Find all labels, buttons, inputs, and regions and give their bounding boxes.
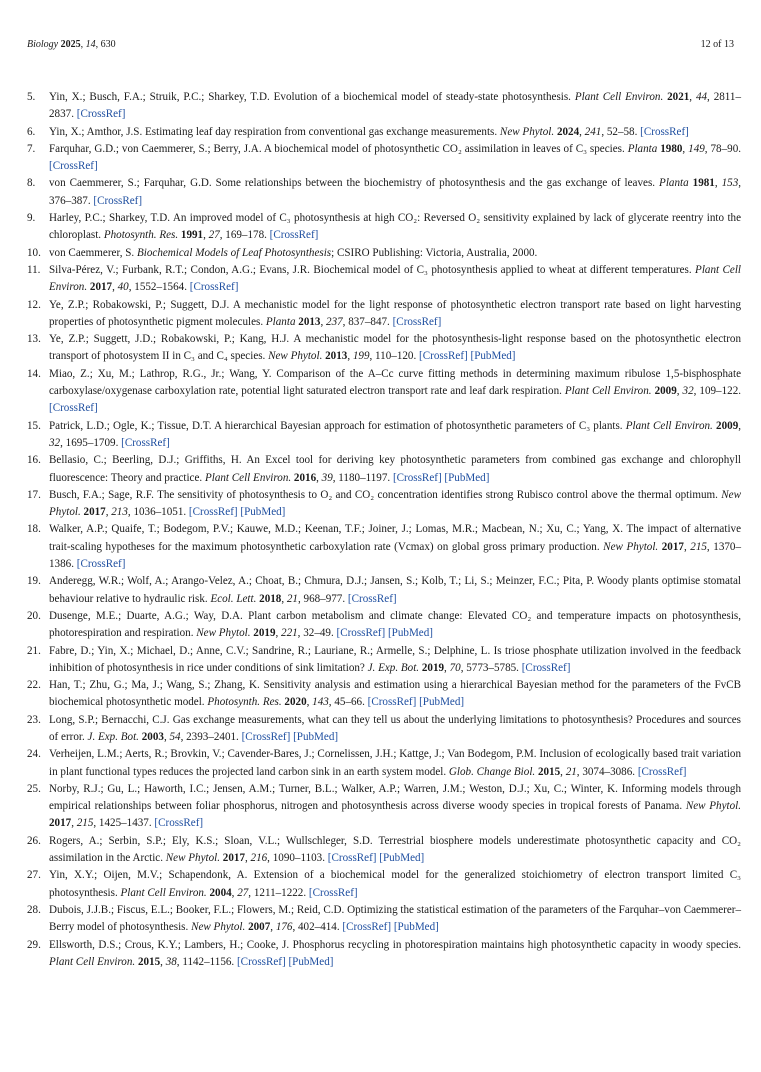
reference-item [27, 452, 741, 487]
pages: 3074–3086. [582, 765, 636, 778]
publication-year: 2017 [222, 852, 245, 865]
reference-item [27, 262, 741, 297]
volume: 32 [682, 385, 694, 398]
reference-text: Yin, X.; Busch, F.A.; Struik, P.C.; Sharkey, T.D. Evolution of a biochemical model of steady-state photosynthesis. [49, 91, 571, 103]
publication-year: 2009 [654, 385, 677, 398]
publication-year: 2017 [83, 506, 106, 519]
reference-body: Norby, R.J.; Gu, L.; Haworth, I.C.; Jensen, A.M.; Turner, B.L.; Walker, A.P.; Warren, J.M.; Weston, D.J.; Xu, C.; Winter, K. Informing models through empirical relationships between foliar phosphorus, nitrogen and photosynthesis across diverse woody species in tropical forests of Panama. New Phytol. 2017, 215, 1425–1437. [CrossRef] [49, 782, 741, 830]
reference-text: Han, T.; Zhu, G.; Ma, J.; Wang, S.; Zhang, K. Sensitivity analysis and estimation using a hierarchical Bayesian method for the parameters of the FvCB biochemical photosynthetic model. [49, 679, 741, 709]
volume: 199 [352, 350, 370, 363]
reference-text: von Caemmerer, S.; Farquhar, G.D. Some relationships between the biochemistry of photosynthesis and the gas exchange of leaves. [49, 177, 656, 190]
reference-body: Yin, X.; Amthor, J.S. Estimating leaf day respiration from conventional gas exchange measurements. New Phytol. 2024, 241, 52–58. [CrossRef] [49, 125, 689, 138]
crossref-link[interactable]: [CrossRef] [347, 592, 397, 605]
volume: 215 [690, 540, 707, 553]
reference-number: 9. [27, 212, 36, 225]
pubmed-link[interactable]: [PubMed] [293, 730, 339, 743]
reference-text: Bellasio, C.; Beerling, D.J.; Griffiths, H. An Excel tool for deriving key photosynthetic parameters from combined gas exchange and chlorophyll fluorescence: Theory and practice. [49, 454, 741, 484]
pubmed-link[interactable]: [PubMed] [387, 627, 433, 640]
journal-title: New Phytol. [268, 350, 323, 363]
reference-number: 15. [27, 419, 41, 432]
reference-body: Dubois, J.J.B.; Fiscus, E.L.; Booker, F.L.; Flowers, M.; Reid, C.D. Optimizing the statistical estimation of the parameters of the Farquhar–von Caemmerer–Berry model of photosynthesis. New Phytol. 2007, 176, 402–414. [CrossRef] [PubMed] [49, 903, 741, 934]
publication-year: 2019 [253, 627, 276, 640]
publication-year: 2021 [667, 91, 690, 103]
pages: 2393–2401. [186, 730, 239, 743]
journal-title: New Phytol. [191, 921, 246, 934]
reference-body: Rogers, A.; Serbin, S.P.; Ely, K.S.; Sloan, V.L.; Wullschleger, S.D. Terrestrial biosphere models underestimate photosynthetic capacity and CO₂ assimilation in the Arctic. New Phytol. 2017, 216, 1090–1103. [CrossRef] [PubMed] [49, 834, 741, 865]
journal-title: New Phytol. [49, 488, 741, 519]
crossref-link[interactable]: [CrossRef] [49, 402, 98, 415]
journal-title: Photosynth. Res. [207, 696, 282, 709]
reference-number: 16. [27, 454, 41, 467]
pages: 837–847. [348, 315, 390, 328]
publication-year: 1980 [660, 142, 683, 155]
reference-item [27, 521, 741, 573]
reference-item [27, 937, 741, 972]
crossref-link[interactable]: [CrossRef] [49, 160, 98, 173]
crossref-link[interactable]: [CrossRef] [188, 506, 238, 519]
reference-item [27, 573, 741, 608]
publication-year: 2013 [325, 350, 348, 363]
reference-body: von Caemmerer, S.; Farquhar, G.D. Some relationships between the biochemistry of photosynthesis and the gas exchange of leaves. Planta 1981, 153, 376–387. [CrossRef] [49, 177, 742, 207]
journal-year: 2025 [60, 38, 81, 50]
reference-body: Anderegg, W.R.; Wolf, A.; Arango-Velez, A.; Choat, B.; Chmura, D.J.; Jansen, S.; Kolb, T.; Li, S.; Meinzer, F.C.; Pita, P. Woody plants optimise stomatal behaviour relative to hydraulic risk. Ecol. Lett. 2018, 21, 968–977. [CrossRef] [49, 575, 741, 605]
reference-body: Silva-Pérez, V.; Furbank, R.T.; Condon, A.G.; Evans, J.R. Biochemical model of C₃ photosynthesis applied to wheat at different temperatures. Plant Cell Environ. 2017, 40, 1552–1564. [CrossRef] [49, 263, 741, 294]
reference-item [27, 487, 741, 522]
pubmed-link[interactable]: [PubMed] [288, 955, 334, 968]
reference-text: Dubois, J.J.B.; Fiscus, E.L.; Booker, F.L.; Flowers, M.; Reid, C.D. Optimizing the statistical estimation of the parameters of the Farquhar–von Caemmerer–Berry model of photosynthesis. [49, 903, 741, 934]
journal-title: Plant Cell Environ. [49, 955, 136, 968]
pubmed-link[interactable]: [PubMed] [470, 350, 516, 363]
crossref-link[interactable]: [CrossRef] [367, 696, 417, 709]
pubmed-link[interactable]: [PubMed] [379, 852, 425, 865]
journal-title: New Phytol. [603, 540, 659, 553]
reference-text: Yin, X.Y.; Oijen, M.V.; Schapendonk, A. Extension of a biochemical model for the generalized stoichiometry of electron transport limited C₃ photosynthesis. [49, 869, 741, 899]
journal-title: Plant Cell Environ. [564, 385, 652, 398]
reference-item [27, 418, 741, 453]
reference-text: Farquhar, G.D.; von Caemmerer, S.; Berry, J.A. A biochemical model of photosynthetic CO₂ assimilation in leaves of C₃ species. [49, 142, 625, 155]
pages: 1090–1103. [272, 852, 326, 865]
reference-body: Ye, Z.P.; Robakowski, P.; Suggett, D.J. A mechanistic model for the light response of photosynthetic electron transport rate based on light harvesting properties of photosynthetic pigment molecules. Planta 2013, 237, 837–847. [CrossRef] [49, 298, 741, 328]
volume: 153 [721, 177, 739, 190]
reference-number: 25. [27, 782, 41, 795]
reference-text: Yin, X.; Amthor, J.S. Estimating leaf day respiration from conventional gas exchange measurements. [49, 125, 498, 138]
volume: 40 [117, 281, 129, 294]
reference-body: Verheijen, L.M.; Aerts, R.; Brovkin, V.; Cavender-Bares, J.; Cornelissen, J.H.; Kattge, J.; Van Bodegom, P.M. Inclusion of ecologically based trait variation in plant functional types reduces the projected land carbon sink in an earth system model. Glob. Change Biol. 2015, 21, 3074–3086. [CrossRef] [49, 748, 741, 778]
volume: 27 [208, 229, 220, 242]
reference-text: Verheijen, L.M.; Aerts, R.; Brovkin, V.; Cavender-Bares, J.; Cornelissen, J.H.; Kattge, J.; Van Bodegom, P.M. Inclusion of ecologically based trait variation in plant functional types reduces the projected land carbon sink in an earth system model. [49, 748, 741, 778]
pages: 376–387. [49, 194, 91, 207]
journal-title: Planta [265, 315, 296, 328]
reference-text: Fabre, D.; Yin, X.; Michael, D.; Anne, C.V.; Sandrine, R.; Lauriane, R.; Armelle, S.; Delphine, L. Is triose phosphate utilization involved in the feedback inhibition of photosynthesis in rice under conditions of sink limitation? [49, 644, 741, 674]
publisher-info: ; CSIRO Publishing: Victoria, Australia, 2000. [331, 246, 538, 259]
journal-title: Photosynth. Res. [103, 229, 179, 242]
reference-body: Dusenge, M.E.; Duarte, A.G.; Way, D.A. Plant carbon metabolism and climate change: Elevated CO₂ and temperature impacts on photosynthesis, photorespiration and respiration. New Phytol. 2019, 221, 32–49. [CrossRef] [PubMed] [49, 609, 741, 640]
pages: 2811–2837. [49, 91, 742, 121]
volume: 221 [281, 627, 298, 640]
crossref-link[interactable]: [CrossRef] [637, 765, 687, 778]
pages: 1180–1197. [338, 471, 391, 484]
crossref-link[interactable]: [CrossRef] [392, 471, 442, 484]
journal-title: New Phytol. [165, 852, 221, 865]
pages: 78–90. [710, 142, 742, 155]
volume: 38 [165, 955, 177, 968]
reference-number: 21. [27, 644, 41, 657]
publication-year: 2017 [49, 817, 72, 830]
publication-year: 1991 [180, 229, 204, 242]
crossref-link[interactable]: [CrossRef] [392, 315, 442, 328]
crossref-link[interactable]: [CrossRef] [76, 108, 126, 121]
reference-text: Dusenge, M.E.; Duarte, A.G.; Way, D.A. Plant carbon metabolism and climate change: Elevated CO₂ and temperature impacts on photosynthesis, photorespiration and respiration. [49, 609, 741, 640]
publication-year: 2009 [716, 419, 739, 432]
pages: 1211–1222. [253, 886, 307, 899]
crossref-link[interactable]: [CrossRef] [521, 661, 571, 674]
pubmed-link[interactable]: [PubMed] [419, 696, 465, 709]
volume: 54 [169, 730, 181, 743]
reference-number: 28. [27, 903, 41, 916]
volume: 143 [312, 696, 329, 709]
reference-item [27, 677, 741, 712]
publication-year: 2020 [284, 696, 307, 709]
reference-number: 11. [27, 263, 41, 276]
reference-body: Yin, X.Y.; Oijen, M.V.; Schapendonk, A. Extension of a biochemical model for the generalized stoichiometry of electron transport limited C₃ photosynthesis. Plant Cell Environ. 2004, 27, 1211–1222. [CrossRef] [49, 869, 741, 899]
reference-number: 23. [27, 713, 41, 726]
pages: 32–49. [303, 627, 334, 640]
reference-item [27, 781, 741, 833]
reference-text: Norby, R.J.; Gu, L.; Haworth, I.C.; Jensen, A.M.; Turner, B.L.; Walker, A.P.; Warren, J.M.; Weston, D.J.; Xu, C.; Winter, K. Informing models through empirical relationships between foliar phosphorus, nitrogen and photosynthesis across diverse woody species in tropical forests of Panama. [49, 782, 741, 813]
pages: 5773–5785. [466, 661, 519, 674]
reference-number: 18. [27, 523, 41, 536]
reference-number: 10. [27, 246, 41, 259]
reference-item [27, 366, 741, 418]
pubmed-link[interactable]: [PubMed] [240, 506, 286, 519]
journal-citation: Biology 2025, 14, 630 [27, 38, 116, 50]
reference-item [27, 245, 741, 262]
publication-year: 2019 [421, 661, 445, 674]
article-number: 630 [100, 38, 116, 50]
journal-title: Planta [627, 142, 658, 155]
reference-number: 29. [27, 938, 41, 951]
crossref-link[interactable]: [CrossRef] [236, 955, 286, 968]
reference-text: Busch, F.A.; Sage, R.F. The sensitivity of photosynthesis to O₂ and CO₂ concentration identifies strong Rubisco control above the thermal optimum. [49, 488, 718, 501]
publication-year: 2013 [298, 315, 321, 328]
publication-year: 2024 [556, 125, 580, 138]
journal-title: Glob. Change Biol. [448, 765, 536, 778]
journal-title: Plant Cell Environ. [204, 471, 292, 484]
crossref-link[interactable]: [CrossRef] [327, 852, 377, 865]
reference-number: 26. [27, 834, 41, 847]
crossref-link[interactable]: [CrossRef] [154, 817, 204, 830]
journal-title: Plant Cell Environ. [49, 263, 741, 294]
pubmed-link[interactable]: [PubMed] [444, 471, 490, 484]
reference-item [27, 833, 741, 868]
pages: 1425–1437. [98, 817, 152, 830]
reference-number: 13. [27, 333, 41, 346]
reference-item [27, 124, 741, 141]
journal-title: J. Exp. Bot. [87, 730, 139, 743]
reference-text: Ye, Z.P.; Suggett, J.D.; Robakowski, P.; Kang, H.J. A mechanistic model for the photosynthesis-light response based on the photosynthetic electron transport of photosystem II in C₃ and C₄ species. [49, 333, 741, 363]
reference-number: 12. [27, 298, 41, 311]
reference-number: 7. [27, 142, 36, 155]
volume: 149 [688, 142, 705, 155]
reference-text: Ellsworth, D.S.; Crous, K.Y.; Lambers, H.; Cooke, J. Phosphorus recycling in photorespiration maintains high photosynthetic capacity in woody species. [49, 938, 741, 951]
reference-text: von Caemmerer, S. [49, 246, 135, 259]
reference-text: Harley, P.C.; Sharkey, T.D. An improved model of C₃ photosynthesis at high CO₂: Reversed O₂ sensitivity explained by lack of glycerate reentry into the chloroplast. [49, 212, 741, 242]
reference-number: 8. [27, 177, 36, 190]
page-number: 12 of 13 [700, 38, 734, 50]
volume: 176 [275, 921, 293, 934]
reference-item [27, 141, 741, 176]
reference-item [27, 297, 741, 332]
volume: 32 [49, 436, 61, 449]
reference-item [27, 89, 741, 124]
reference-body: Miao, Z.; Xu, M.; Lathrop, R.G., Jr.; Wang, Y. Comparison of the A–Cc curve fitting methods in determining maximum ribulose 1,5-bisphosphate carboxylase/oxygenase carboxylation rate, potential light saturated electron transport rate and leaf dark respiration. Plant Cell Environ. 2009, 32, 109–122. [CrossRef] [49, 367, 742, 415]
journal-volume: 14 [85, 38, 96, 50]
journal-title: J. Exp. Bot. [367, 661, 420, 674]
crossref-link[interactable]: [CrossRef] [308, 886, 358, 899]
reference-text: Long, S.P.; Bernacchi, C.J. Gas exchange measurements, what can they tell us about the underlying limitations to photosynthesis? Procedures and sources of error. [49, 713, 741, 743]
reference-text: Rogers, A.; Serbin, S.P.; Ely, K.S.; Sloan, V.L.; Wullschleger, S.D. Terrestrial biosphere models underestimate photosynthetic capacity and CO₂ assimilation in the Arctic. [49, 834, 741, 865]
volume: 39 [321, 471, 333, 484]
page-header [27, 37, 734, 51]
reference-list [27, 89, 741, 971]
pages: 1370–1386. [49, 540, 741, 571]
reference-number: 17. [27, 488, 41, 501]
volume: 21 [565, 765, 577, 778]
publication-year: 2016 [293, 471, 317, 484]
reference-body: Yin, X.; Busch, F.A.; Struik, P.C.; Sharkey, T.D. Evolution of a biochemical model of steady-state photosynthesis. Plant Cell Environ. 2021, 44, 2811–2837. [CrossRef] [49, 91, 742, 121]
reference-item [27, 175, 741, 210]
reference-body: Long, S.P.; Bernacchi, C.J. Gas exchange measurements, what can they tell us about the underlying limitations to photosynthesis? Procedures and sources of error. J. Exp. Bot. 2003, 54, 2393–2401. [CrossRef] [PubMed] [49, 713, 741, 743]
reference-text: Patrick, L.D.; Ogle, K.; Tissue, D.T. A hierarchical Bayesian approach for estimation of photosynthetic parameters of C₃ plants. [49, 419, 623, 432]
pages: 1695–1709. [65, 436, 119, 449]
crossref-link[interactable]: [CrossRef] [419, 350, 468, 363]
journal-title: Plant Cell Environ. [120, 886, 207, 899]
reference-body [49, 245, 741, 262]
crossref-link[interactable]: [CrossRef] [241, 730, 291, 743]
reference-number: 6. [27, 125, 36, 138]
reference-text: Walker, A.P.; Quaife, T.; Bodegom, P.V.; Kauwe, M.D.; Keenan, T.F.; Joiner, J.; Lomas, M.R.; Macbean, N.; Xu, C.; Yang, X. The impact of alternative trait-scaling hypotheses for the maximum photosynthetic carboxylation rate (Vcmax) on global gross primary production. [49, 523, 741, 553]
pages: 968–977. [303, 592, 346, 605]
reference-body: Ye, Z.P.; Suggett, J.D.; Robakowski, P.; Kang, H.J. A mechanistic model for the photosynthesis-light response based on the photosynthetic electron transport of photosystem II in C₃ and C₄ species. New Phytol. 2013, 199, 110–120. [CrossRef] [PubMed] [49, 333, 741, 363]
pages: 1036–1051. [133, 506, 187, 519]
publication-year: 2017 [89, 281, 113, 294]
journal-title: Plant Cell Environ. [574, 91, 664, 103]
reference-body: Patrick, L.D.; Ogle, K.; Tissue, D.T. A hierarchical Bayesian approach for estimation of photosynthetic parameters of C₃ plants. Plant Cell Environ. 2009, 32, 1695–1709. [CrossRef] [49, 419, 742, 449]
reference-number: 19. [27, 575, 41, 588]
reference-number: 24. [27, 748, 41, 761]
pages: 169–178. [225, 229, 267, 242]
reference-item [27, 643, 741, 678]
volume: 215 [76, 817, 94, 830]
reference-item [27, 902, 741, 937]
reference-body: Walker, A.P.; Quaife, T.; Bodegom, P.V.; Kauwe, M.D.; Keenan, T.F.; Joiner, J.; Lomas, M.R.; Macbean, N.; Xu, C.; Yang, X. The impact of alternative trait-scaling hypotheses for the maximum photosynthetic carboxylation rate (Vcmax) on global gross primary production. New Phytol. 2017, 215, 1370–1386. [CrossRef] [49, 523, 741, 571]
reference-number: 14. [27, 367, 41, 380]
journal-title: Ecol. Lett. [210, 592, 257, 605]
reference-body: Fabre, D.; Yin, X.; Michael, D.; Anne, C.V.; Sandrine, R.; Lauriane, R.; Armelle, S.; Delphine, L. Is triose phosphate utilization involved in the feedback inhibition of photosynthesis in rice under conditions of sink limitation? J. Exp. Bot. 2019, 70, 5773–5785. [CrossRef] [49, 644, 741, 674]
volume: 21 [286, 592, 298, 605]
pages: 110–120. [375, 350, 417, 363]
reference-body: Ellsworth, D.S.; Crous, K.Y.; Lambers, H.; Cooke, J. Phosphorus recycling in photorespiration maintains high photosynthetic capacity in woody species. Plant Cell Environ. 2015, 38, 1142–1156. [CrossRef] [PubMed] [49, 938, 741, 968]
journal-title: New Phytol. [499, 125, 555, 138]
publication-year: 2004 [209, 886, 232, 899]
reference-number: 5. [27, 91, 36, 103]
pubmed-link[interactable]: [PubMed] [393, 921, 439, 934]
reference-item [27, 608, 741, 643]
publication-year: 2017 [661, 540, 684, 553]
pages: 109–122. [699, 385, 742, 398]
volume: 27 [237, 886, 249, 899]
reference-number: 27. [27, 869, 41, 882]
crossref-link[interactable]: [CrossRef] [93, 194, 143, 207]
reference-text: Anderegg, W.R.; Wolf, A.; Arango-Velez, A.; Choat, B.; Chmura, D.J.; Jansen, S.; Kolb, T.; Li, S.; Meinzer, F.C.; Pita, P. Woody plants optimise stomatal behaviour relative to hydraulic risk. [49, 575, 741, 605]
publication-year: 2007 [248, 921, 271, 934]
pages: 52–58. [606, 125, 638, 138]
volume: 70 [449, 661, 461, 674]
publication-year: 2015 [137, 955, 161, 968]
reference-body: Harley, P.C.; Sharkey, T.D. An improved model of C₃ photosynthesis at high CO₂: Reversed O₂ sensitivity explained by lack of glycerate reentry into the chloroplast. Photosynth. Res. 1991, 27, 169–178. [CrossRef] [49, 212, 741, 242]
journal-title: New Phytol. [685, 800, 741, 813]
reference-item [27, 331, 741, 366]
reference-body: Farquhar, G.D.; von Caemmerer, S.; Berry, J.A. A biochemical model of photosynthetic CO₂ assimilation in leaves of C₃ species. Planta 1980, 149, 78–90. [CrossRef] [49, 142, 742, 173]
pages: 1142–1156. [182, 955, 235, 968]
publication-year: 1981 [692, 177, 715, 190]
crossref-link[interactable]: [CrossRef] [342, 921, 392, 934]
volume: 44 [695, 91, 708, 103]
reference-item [27, 867, 741, 902]
reference-item [27, 210, 741, 245]
crossref-link[interactable]: [CrossRef] [76, 558, 126, 571]
crossref-link[interactable]: [CrossRef] [336, 627, 386, 640]
reference-number: 20. [27, 609, 41, 622]
reference-text: Miao, Z.; Xu, M.; Lathrop, R.G., Jr.; Wang, Y. Comparison of the A–Cc curve fitting methods in determining maximum ribulose 1,5-bisphosphate carboxylase/oxygenase carboxylation rate, potential light saturated electron transport rate and leaf dark respiration. [49, 367, 741, 398]
crossref-link[interactable]: [CrossRef] [121, 436, 170, 449]
publication-year: 2015 [537, 765, 561, 778]
reference-number: 22. [27, 679, 41, 692]
pages: 402–414. [298, 921, 340, 934]
reference-body: Busch, F.A.; Sage, R.F. The sensitivity of photosynthesis to O₂ and CO₂ concentration identifies strong Rubisco control above the thermal optimum. New Phytol. 2017, 213, 1036–1051. [CrossRef] [PubMed] [49, 488, 741, 519]
journal-title: New Phytol. [196, 627, 251, 640]
pages: 1552–1564. [134, 281, 187, 294]
journal-title: Plant Cell Environ. [625, 419, 713, 432]
reference-item [27, 746, 741, 781]
crossref-link[interactable]: [CrossRef] [189, 281, 239, 294]
pages: 45–66. [334, 696, 365, 709]
volume: 216 [250, 852, 268, 865]
reference-text: Ye, Z.P.; Robakowski, P.; Suggett, D.J. A mechanistic model for the light response of photosynthetic electron transport rate based on light harvesting properties of photosynthetic pigment molecules. [49, 298, 741, 328]
journal-name: Biology [27, 38, 59, 50]
journal-title: Planta [659, 177, 689, 190]
volume: 213 [111, 506, 128, 519]
publication-year: 2003 [141, 730, 164, 743]
reference-text: Silva-Pérez, V.; Furbank, R.T.; Condon, A.G.; Evans, J.R. Biochemical model of C₃ photosynthesis applied to wheat at different temperatures. [49, 263, 692, 276]
volume: 237 [326, 315, 343, 328]
publication-year: 2018 [259, 592, 282, 605]
crossref-link[interactable]: [CrossRef] [269, 229, 319, 242]
reference-body: Bellasio, C.; Beerling, D.J.; Griffiths, H. An Excel tool for deriving key photosynthetic parameters from combined gas exchange and chlorophyll fluorescence: Theory and practice. Plant Cell Environ. 2016, 39, 1180–1197. [CrossRef] [PubMed] [49, 454, 741, 484]
reference-item [27, 712, 741, 747]
volume: 241 [584, 125, 602, 138]
reference-body: Han, T.; Zhu, G.; Ma, J.; Wang, S.; Zhang, K. Sensitivity analysis and estimation using a hierarchical Bayesian method for the parameters of the FvCB biochemical photosynthetic model. Photosynth. Res. 2020, 143, 45–66. [CrossRef] [PubMed] [49, 679, 741, 709]
book-title: Biochemical Models of Leaf Photosynthesis [136, 246, 332, 259]
crossref-link[interactable]: [CrossRef] [640, 125, 689, 138]
